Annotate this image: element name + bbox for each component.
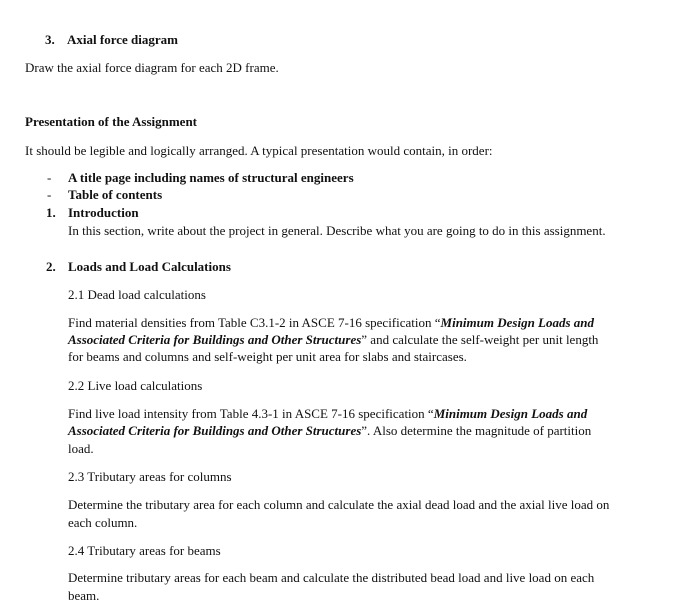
presentation-heading: Presentation of the Assignment — [25, 114, 198, 129]
dash-item-title-page: A title page including names of structural engineers — [68, 170, 354, 185]
subsection-heading: 2.2 Live load calculations — [68, 378, 203, 393]
presentation-intro: It should be legible and logically arranged. A typical presentation would contain, in order: — [25, 143, 493, 158]
paragraph-line: for beams and columns and self-weight per unit area for slabs and staircases. — [68, 349, 467, 364]
section-3-heading: Axial force diagram — [67, 32, 178, 47]
paragraph-line: Find material densities from Table C3.1-2 in ASCE 7-16 specification “Minimum Design Loads and — [68, 315, 595, 330]
loads-heading: Loads and Load Calculations — [68, 259, 231, 274]
item-number: 1. — [46, 205, 56, 220]
subsection-heading: 2.1 Dead load calculations — [68, 287, 206, 302]
paragraph-line: Find live load intensity from Table 4.3-1 in ASCE 7-16 specification “Minimum Design Loads and — [68, 406, 588, 421]
dash-bullet: - — [47, 170, 52, 185]
paragraph-line: Determine the tributary area for each column and calculate the axial dead load and the axial live load on — [68, 497, 610, 512]
paragraph-line: load. — [68, 441, 94, 456]
dash-bullet: - — [47, 187, 52, 202]
introduction-body: In this section, write about the project in general. Describe what you are going to do in this assignment. — [68, 223, 606, 238]
section-3-body: Draw the axial force diagram for each 2D frame. — [25, 60, 279, 75]
paragraph-line: each column. — [68, 515, 138, 530]
subsection-heading: 2.3 Tributary areas for columns — [68, 469, 232, 484]
section-3-number: 3. — [45, 32, 55, 47]
item-number: 2. — [46, 259, 56, 274]
subsection-heading: 2.4 Tributary areas for beams — [68, 543, 221, 558]
paragraph-line: Associated Criteria for Buildings and Other Structures”. Also determine the magnitude of partition — [68, 423, 592, 438]
introduction-heading: Introduction — [68, 205, 139, 220]
dash-item-table-of-contents: Table of contents — [68, 187, 163, 202]
paragraph-line: Associated Criteria for Buildings and Other Structures” and calculate the self-weight per unit length — [68, 332, 599, 347]
paragraph-line: beam. — [68, 588, 100, 603]
paragraph-line: Determine tributary areas for each beam and calculate the distributed bead load and live load on each — [68, 570, 595, 585]
